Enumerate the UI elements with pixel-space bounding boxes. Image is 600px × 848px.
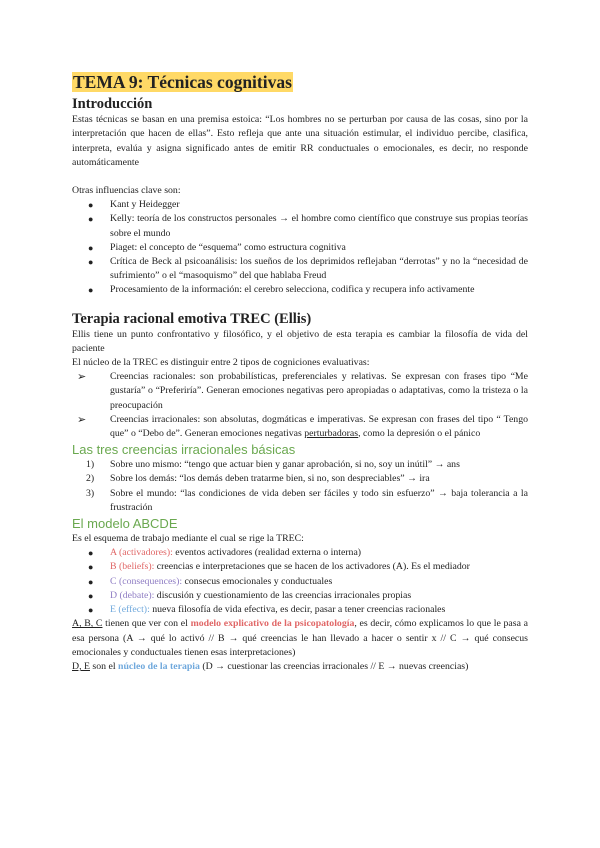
list-item: ● Kant y Heidegger: [72, 198, 528, 212]
bullet-icon: ●: [88, 285, 94, 296]
bullet-icon: ●: [88, 257, 94, 268]
influences-list: [72, 198, 528, 297]
bullet-icon: ●: [88, 605, 94, 616]
list-item: ● A (activadores): eventos activadores (realidad externa o interna): [72, 546, 528, 560]
list-item: ● Crítica de Beck al psicoanálisis: los sueños de los deprimidos reflejaban “derrotas” y no la “necesidad de sufrimiento” o el “masoquismo” del que hablaba Freud: [88, 256, 528, 282]
document-content: [72, 72, 528, 674]
beliefs-list: [72, 458, 528, 515]
bullet-icon: ●: [88, 562, 94, 573]
list-item: ● Procesamiento de la información: el cerebro selecciona, codifica y recupera info activamente: [72, 283, 528, 297]
de-letters: D, E: [72, 660, 90, 672]
core-term: núcleo de la terapia: [118, 660, 200, 672]
abcde-term-d: D (debate):: [110, 589, 155, 601]
list-item: ➢ Creencias irracionales: son absolutas, dogmáticas e imperativas. Se expresan con frases del tipo “ Tengo que” o “Debo de”. Generan emociones negativas perturbadoras, como la depresión o el pánico: [77, 413, 528, 440]
list-item: ➢ Creencias racionales: son probabilísticas, preferenciales y relativas. Se expresan con frases tipo “Me gustaría” o “Preferiría”. Generan emociones negativas pero apropiadas o adaptativas, como la tristeza o la preocupación: [77, 371, 528, 411]
list-item: 1) Sobre uno mismo: “tengo que actuar bien y ganar aprobación, si no, soy un inútil” → ans: [86, 459, 460, 471]
model-term: modelo explicativo de la psicopatología: [190, 618, 355, 630]
arrow-bullet-icon: ➢: [77, 371, 87, 384]
bullet-icon: ●: [88, 242, 94, 253]
list-item: 2) Sobre los demás: “los demás deben tratarme bien, si no, son despreciables” → ira: [86, 473, 430, 485]
arrow-bullet-icon: ➢: [77, 413, 87, 426]
abcde-term-a: A (activadores):: [110, 547, 173, 559]
trec-paragraph-1: Ellis tiene un punto confrontativo y filosófico, y el objetivo de esta terapia es cambiar la filosofía de vida del paciente: [72, 328, 528, 354]
list-item: ● B (beliefs): creencias e interpretaciones que se hacen de los activadores (A). Es el mediador: [72, 560, 528, 574]
de-paragraph: D, E son el núcleo de la terapia (D → cuestionar las creencias irracionales // E → nuevas creencias): [72, 660, 469, 672]
abc-paragraph: A, B, C tienen que ver con el modelo explicativo de la psicopatología, es decir, cómo explicamos lo que le pasa a esa persona (A → qué lo activó // B → qué creencias le han llevado a hacer o sentir x // C → qué consecus emocionales y conductuales tienen esas interpretaciones): [72, 618, 528, 658]
bullet-icon: ●: [88, 548, 94, 559]
intro-paragraph: Estas técnicas se basan en una premisa estoica: “Los hombres no se perturban por causa de las cosas, sino por la interpretación que hacen de ellas”. Esto refleja que ante una situación estimular, el individuo percibe, clasifica, interpreta, evalúa y asigna significado antes de emitir RR conductuales o emocionales, es decir, no responde automáticamente: [72, 114, 528, 168]
list-item: 3) Sobre el mundo: “las condiciones de vida deben ser fáciles y todo sin esfuerzo” → baja tolerancia a la frustración: [86, 487, 528, 513]
influences-label: Otras influencias clave son:: [72, 185, 181, 197]
underlined-term: perturbadoras: [304, 428, 359, 440]
page-title: TEMA 9: Técnicas cognitivas: [73, 72, 292, 92]
bullet-icon: ●: [88, 590, 94, 601]
abcde-list: [72, 546, 528, 617]
list-item: ● D (debate): discusión y cuestionamiento de las creencias irracionales propias: [72, 589, 528, 603]
list-item: ● E (effect): nueva filosofía de vida efectiva, es decir, pasar a tener creencias racionales: [72, 603, 528, 617]
trec-heading: Terapia racional emotiva TREC (Ellis): [72, 310, 312, 327]
abc-letters: A, B, C: [72, 618, 103, 630]
beliefs-heading: Las tres creencias irracionales básicas: [72, 442, 296, 458]
abcde-heading: El modelo ABCDE: [72, 516, 178, 532]
abcde-intro: Es el esquema de trabajo mediante el cual se rige la TREC:: [72, 533, 304, 545]
abcde-term-e: E (effect):: [110, 604, 150, 616]
cognitions-list: [72, 370, 528, 441]
bullet-icon: ●: [88, 576, 94, 587]
list-item: ● Kelly: teoría de los constructos personales → el hombre como científico que construye sus propias teorías sobre el mundo: [88, 213, 528, 239]
abcde-term-c: C (consequences):: [110, 575, 183, 587]
trec-paragraph-2: El núcleo de la TREC es distinguir entre 2 tipos de cogniciones evaluativas:: [72, 357, 370, 369]
intro-heading: Introducción: [72, 96, 153, 113]
list-item: ● C (consequences): consecus emocionales y conductuales: [72, 575, 528, 589]
list-item: ● Piaget: el concepto de “esquema” como estructura cognitiva: [72, 241, 528, 255]
bullet-icon: ●: [88, 200, 94, 211]
abcde-term-b: B (beliefs):: [110, 561, 155, 573]
bullet-icon: ●: [88, 214, 94, 225]
